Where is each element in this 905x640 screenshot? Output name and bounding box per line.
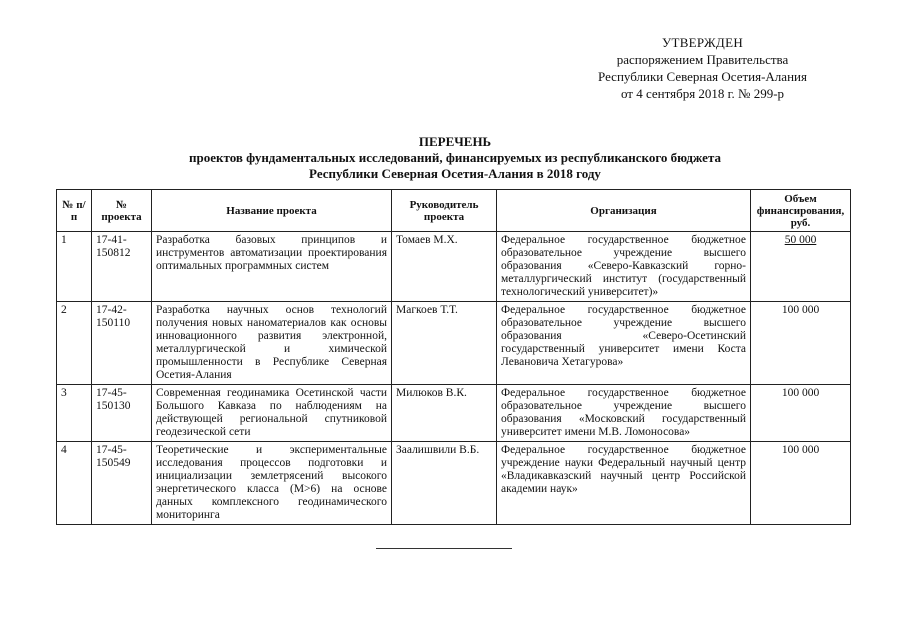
title-subtitle-1: проектов фундаментальных исследований, финансируемых из республиканского бюджета xyxy=(189,150,721,165)
row-funding-value: 50 000 xyxy=(784,234,817,246)
row-project-name: Разработка научных основ технологий получения новых наноматериалов как основы инновационного развития электронной, металлургической и химической промышленности в Республике Северная Осетия-Алания xyxy=(152,302,392,385)
header-project-number: № проекта xyxy=(92,190,152,232)
title-subtitle-2: Республики Северная Осетия-Алания в 2018 году xyxy=(309,166,601,181)
row-project-leader: Заалишвили В.Б. xyxy=(392,442,497,525)
row-organization: Федеральное государственное бюджетное образовательное учреждение высшего образования «Московский государственный университет имени М.В. Ломоносова» xyxy=(497,385,751,442)
row-number: 1 xyxy=(57,232,92,302)
approval-line-1: распоряжением Правительства xyxy=(616,52,789,67)
row-organization: Федеральное государственное бюджетное учреждение науки Федеральный научный центр «Владикавказский научный центр Российской академии наук» xyxy=(497,442,751,525)
row-funding-amount: 100 000 xyxy=(751,302,851,385)
row-project-name: Теоретические и экспериментальные исследования процессов подготовки и инициализации землетрясений высокого энергетического класса (М>6) на основе данных комплексного геодинамического мониторинга xyxy=(152,442,392,525)
header-project-name: Название проекта xyxy=(152,190,392,232)
header-project-leader: Руководитель проекта xyxy=(392,190,497,232)
table-row xyxy=(57,302,851,385)
row-project-leader: Милюков В.К. xyxy=(392,385,497,442)
row-organization: Федеральное государственное бюджетное образовательное учреждение высшего образования «Северо-Кавказский горно-металлургический институт (государственный технологический университет)» xyxy=(497,232,751,302)
row-funding-amount: 100 000 xyxy=(751,442,851,525)
row-project-number: 17-45-150549 xyxy=(92,442,152,525)
row-number: 2 xyxy=(57,302,92,385)
footer-separator-line xyxy=(376,548,512,549)
title-main: ПЕРЕЧЕНЬ xyxy=(418,134,492,149)
row-project-leader: Томаев М.Х. xyxy=(392,232,497,302)
row-project-name: Разработка базовых принципов и инструментов автоматизации проектирования оптимальных программных систем xyxy=(152,232,392,302)
approval-heading: УТВЕРЖДЕН xyxy=(661,35,744,50)
row-project-leader: Магкоев Т.Т. xyxy=(392,302,497,385)
header-organization: Организация xyxy=(497,190,751,232)
header-number: № п/п xyxy=(57,190,92,232)
table-header-row xyxy=(57,190,851,232)
row-funding-amount: 100 000 xyxy=(751,385,851,442)
table-row xyxy=(57,385,851,442)
approval-line-3: от 4 сентября 2018 г. № 299-р xyxy=(620,86,785,101)
table-row xyxy=(57,442,851,525)
approval-stamp xyxy=(590,34,815,102)
row-project-number: 17-45-150130 xyxy=(92,385,152,442)
projects-table xyxy=(56,189,851,525)
document-title xyxy=(60,134,850,182)
header-funding-amount: Объем финансирования, руб. xyxy=(751,190,851,232)
row-number: 4 xyxy=(57,442,92,525)
row-number: 3 xyxy=(57,385,92,442)
row-project-number: 17-42-150110 xyxy=(92,302,152,385)
row-project-name: Современная геодинамика Осетинской части Большого Кавказа по наблюдениям на действующей региональной спутниковой геодезической сети xyxy=(152,385,392,442)
row-project-number: 17-41-150812 xyxy=(92,232,152,302)
row-funding-amount xyxy=(751,232,851,302)
approval-line-2: Республики Северная Осетия-Алания xyxy=(598,69,807,84)
row-organization: Федеральное государственное бюджетное образовательное учреждение высшего образования «Северо-Осетинский государственный университет имени Коста Левановича Хетагурова» xyxy=(497,302,751,385)
table-row xyxy=(57,232,851,302)
